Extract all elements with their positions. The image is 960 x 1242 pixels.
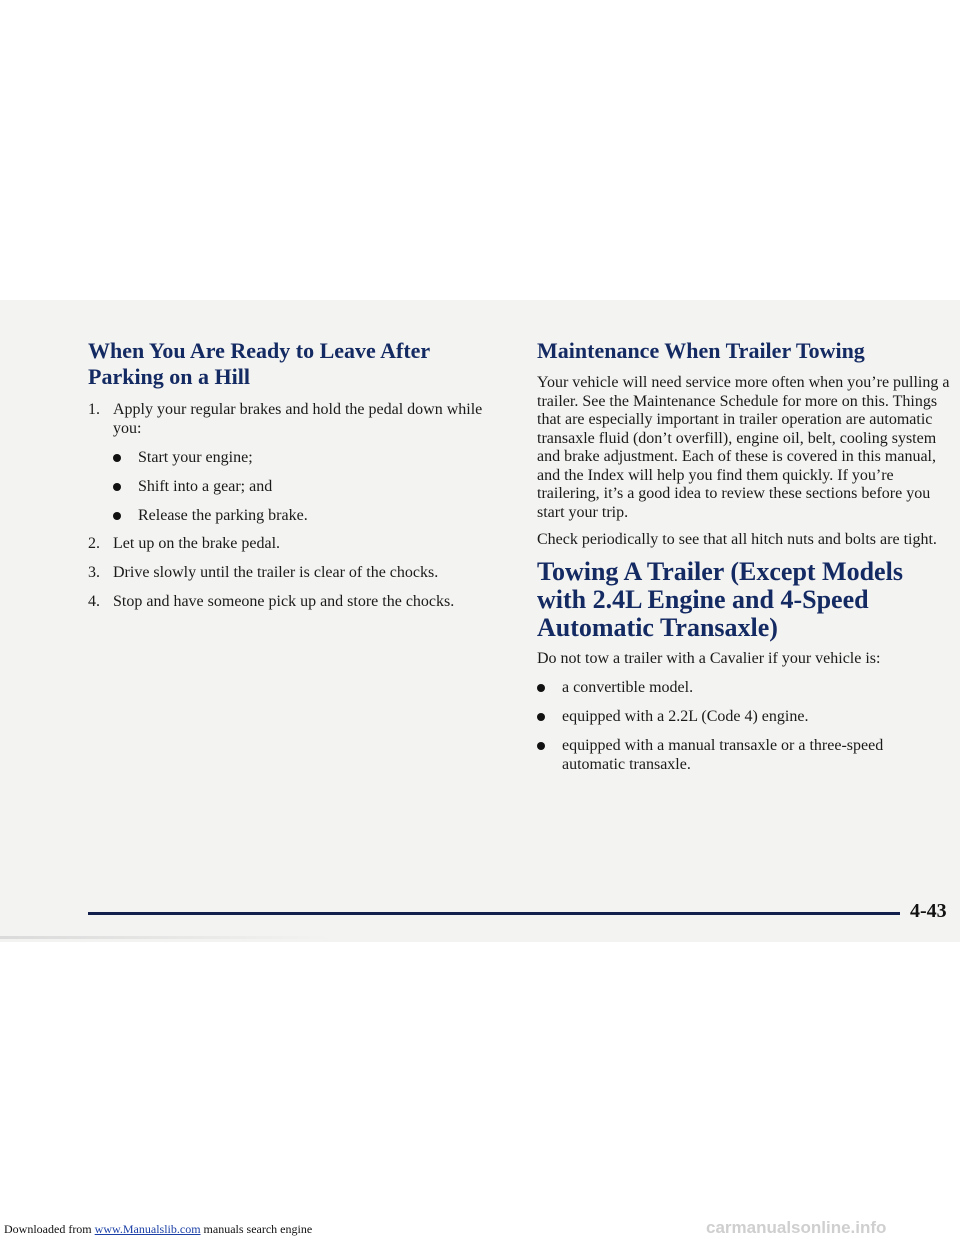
step-number: 1.	[88, 401, 100, 418]
bullet-icon	[537, 713, 545, 721]
left-column	[88, 338, 508, 611]
bullet-icon	[537, 742, 545, 750]
step-number: 4.	[88, 593, 100, 610]
maintenance-paragraph: Your vehicle will need service more often when you’re pulling a trailer. See the Maintenance Schedule for more on this. Things that are especially important in trailer operation are automatic transaxle fluid (don’t overfill), engine oil, belt, cooling system and brake adjustment. Each of these is covered in this manual, and the Index will help you find them quickly. If you’re trailering, it’s a good idea to review these sections before you start your trip.	[537, 374, 950, 521]
restriction-text: equipped with a manual transaxle or a three-speed automatic transaxle.	[562, 737, 884, 773]
bullet-icon	[113, 483, 121, 491]
bullet-icon	[113, 454, 121, 462]
sub-bullet-item	[113, 506, 508, 525]
section-heading-maintenance: Maintenance When Trailer Towing	[537, 338, 865, 363]
step-text: Stop and have someone pick up and store the chocks.	[113, 593, 455, 610]
step-text: Drive slowly until the trailer is clear of the chocks.	[113, 564, 439, 581]
footer-suffix: manuals search engine	[203, 1222, 313, 1236]
footer-prefix: Downloaded from	[4, 1222, 92, 1236]
steps-list-continued	[88, 534, 508, 611]
sub-bullet-list	[113, 448, 508, 525]
download-footer	[4, 1222, 312, 1237]
footer-rule	[88, 912, 900, 915]
sub-bullet-text: Shift into a gear; and	[138, 478, 273, 495]
scan-smear	[0, 936, 330, 939]
hitch-check-paragraph: Check periodically to see that all hitch nuts and bolts are tight.	[537, 531, 937, 548]
section-heading-leave-after-parking: When You Are Ready to Leave After Parking on a Hill	[88, 338, 430, 389]
bullet-icon	[113, 512, 121, 520]
step-number: 2.	[88, 535, 100, 552]
bullet-icon	[537, 684, 545, 692]
restriction-item	[537, 736, 957, 774]
step-item	[88, 400, 508, 438]
step-item	[88, 563, 508, 582]
watermark: carmanualsonline.info	[706, 1218, 887, 1237]
step-text: Apply your regular brakes and hold the pedal down while you:	[113, 401, 483, 437]
sub-bullet-text: Start your engine;	[138, 449, 253, 466]
step-item	[88, 534, 508, 553]
restriction-text: equipped with a 2.2L (Code 4) engine.	[562, 708, 809, 725]
step-text: Let up on the brake pedal.	[113, 535, 281, 552]
right-column	[537, 338, 957, 774]
towing-restrictions-list	[537, 678, 957, 774]
sub-bullet-item	[113, 448, 508, 467]
page-number: 4-43	[910, 900, 947, 922]
restriction-item	[537, 678, 957, 697]
step-item	[88, 592, 508, 611]
sub-bullet-item	[113, 477, 508, 496]
step-number: 3.	[88, 564, 100, 581]
section-heading-towing: Towing A Trailer (Except Models with 2.4L Engine and 4-Speed Automatic Transaxle)	[537, 556, 903, 642]
steps-list	[88, 400, 508, 438]
do-not-tow-paragraph: Do not tow a trailer with a Cavalier if your vehicle is:	[537, 649, 881, 667]
manualslib-link[interactable]: www.Manualslib.com	[94, 1222, 201, 1236]
restriction-text: a convertible model.	[562, 679, 694, 696]
restriction-item	[537, 707, 957, 726]
sub-bullet-text: Release the parking brake.	[138, 507, 308, 524]
